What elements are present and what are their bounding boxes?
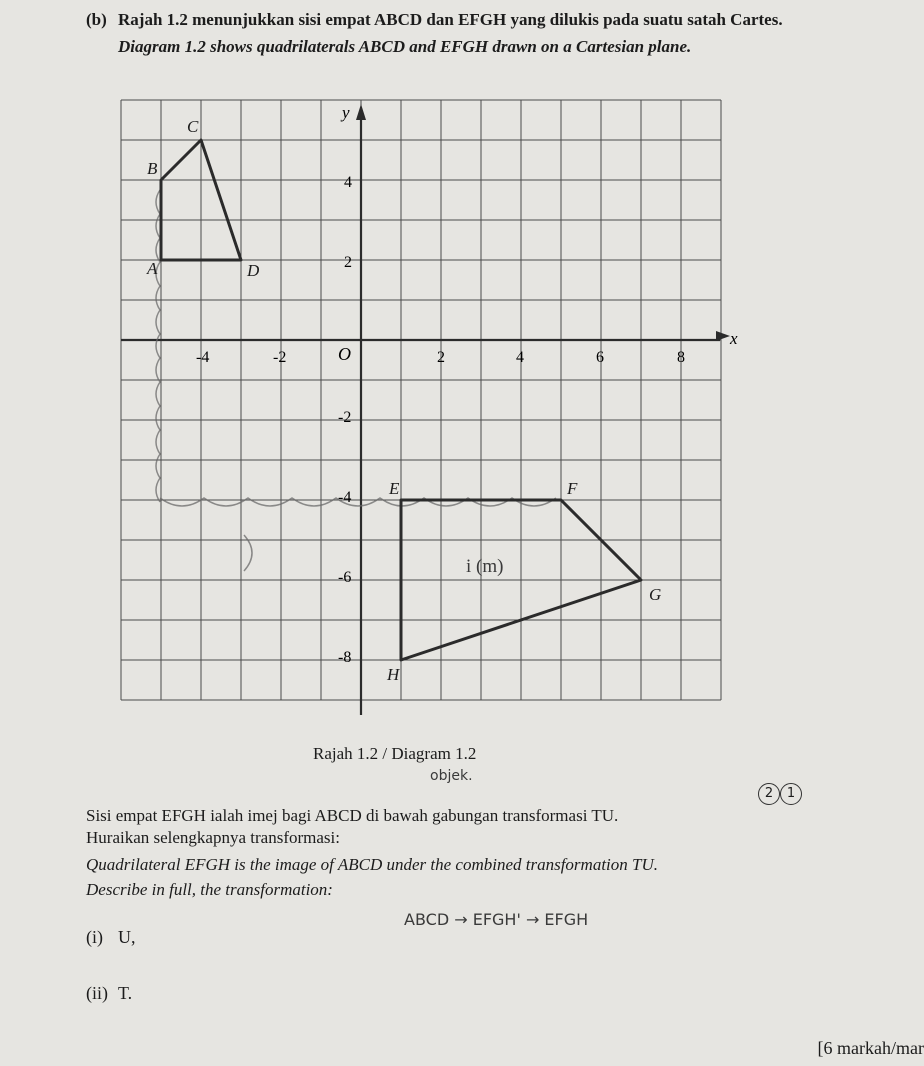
y-tick-label: -2: [338, 409, 352, 426]
statement-malay: Rajah 1.2 menunjukkan sisi empat ABCD dan EFGH yang dilukis pada suatu satah Cartes.: [118, 10, 783, 29]
x-tick-label: 8: [677, 349, 685, 366]
prompt-english-line1: Quadrilateral EFGH is the image of ABCD under the combined transformation TU.: [86, 855, 658, 874]
y-tick-label: -6: [338, 569, 352, 586]
vertex-label-a: A: [147, 259, 158, 278]
y-tick-label: -8: [338, 649, 352, 666]
handwritten-working: ABCD → EFGH' → EFGH: [404, 910, 589, 929]
y-tick-label: -4: [338, 489, 352, 506]
grid: [121, 100, 721, 700]
x-axis-label: x: [730, 329, 738, 348]
vertex-label-h: H: [387, 665, 400, 684]
circled-step-1: 1: [780, 783, 802, 805]
circled-step-2: 2: [758, 783, 780, 805]
question-label: (b): [86, 10, 107, 29]
axes: [121, 104, 730, 715]
vertex-label-g: G: [649, 585, 662, 604]
prompt-malay-line1: Sisi empat EFGH ialah imej bagi ABCD di bawah gabungan transformasi TU.: [86, 806, 619, 825]
part-i-text: U,: [118, 927, 136, 947]
part-i-label: (i): [86, 927, 103, 947]
y-tick-label: 4: [344, 174, 352, 191]
prompt-malay-line2: Huraikan selengkapnya transformasi:: [86, 828, 340, 847]
vertex-label-d: D: [247, 261, 260, 280]
vertex-label-c: C: [187, 117, 199, 136]
vertex-label-e: E: [389, 479, 400, 498]
x-tick-label: 6: [596, 349, 604, 366]
handwritten-note: i (m): [466, 556, 504, 577]
x-tick-label: 4: [516, 349, 524, 366]
origin-label: O: [338, 344, 351, 364]
vertex-label-f: F: [567, 479, 578, 498]
x-axis-arrow-icon: [716, 331, 730, 341]
prompt-english-line2: Describe in full, the transformation:: [86, 880, 333, 899]
part-ii-text: T.: [118, 983, 133, 1003]
diagram-caption: Rajah 1.2 / Diagram 1.2: [313, 744, 477, 763]
x-tick-label: -2: [273, 349, 287, 366]
y-tick-label: 2: [344, 254, 352, 271]
x-tick-label: 2: [437, 349, 445, 366]
statement-english: Diagram 1.2 shows quadrilaterals ABCD and EFGH drawn on a Cartesian plane.: [118, 37, 692, 56]
handwritten-objek: objek.: [430, 768, 473, 784]
part-ii-label: (ii): [86, 983, 108, 1003]
marks-allocation: [6 markah/mar: [817, 1038, 924, 1058]
x-tick-label: -4: [196, 349, 210, 366]
y-axis-label: y: [342, 103, 350, 122]
vertex-label-b: B: [147, 159, 158, 178]
y-axis-arrow-icon: [356, 104, 366, 120]
